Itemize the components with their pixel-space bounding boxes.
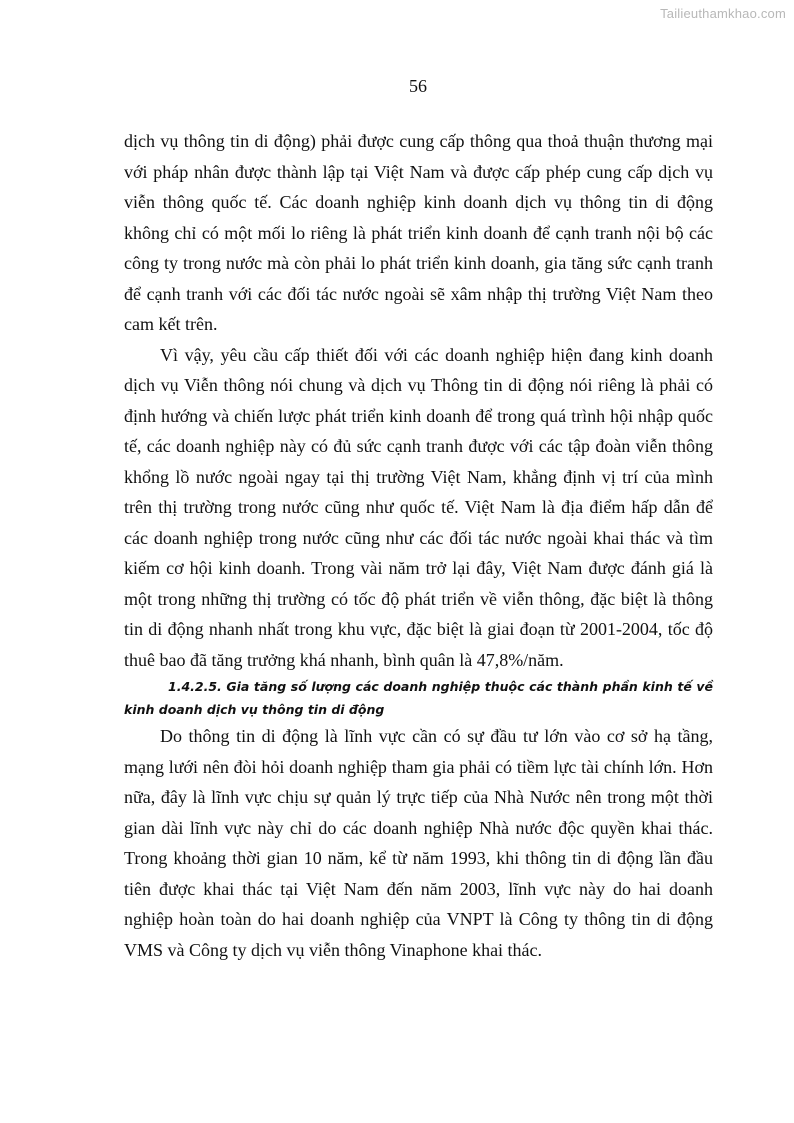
watermark: Tailieuthamkhao.com — [660, 6, 786, 21]
paragraph-2: Vì vậy, yêu cầu cấp thiết đối với các doanh nghiệp hiện đang kinh doanh dịch vụ Viễn thông nói chung và dịch vụ Thông tin di động nói riêng là phải có định hướng và chiến lược phát triển kinh doanh để trong quá trình hội nhập quốc tế, các doanh nghiệp này có đủ sức cạnh tranh được với các tập đoàn viễn thông khổng lồ nước ngoài ngay tại thị trường Việt Nam, khẳng định vị trí của mình trên thị trường trong nước cũng như quốc tế. Việt Nam là địa điểm hấp dẫn để các doanh nghiệp trong nước cũng như các đối tác nước ngoài khai thác và tìm kiếm cơ hội kinh doanh. Trong vài năm trở lại đây, Việt Nam được đánh giá là một trong những thị trường có tốc độ phát triển về viễn thông, đặc biệt là thông tin di động nhanh nhất trong khu vực, đặc biệt là giai đoạn từ 2001-2004, tốc độ thuê bao đã tăng trưởng khá nhanh, bình quân là 47,8%/năm. — [124, 344, 713, 670]
section-heading: 1.4.2.5. Gia tăng số lượng các doanh nghiệp thuộc các thành phần kinh tế về kinh doanh dịch vụ thông tin di động — [124, 679, 713, 717]
page-number: 56 — [409, 76, 427, 96]
document-body — [124, 126, 713, 965]
paragraph-3: Do thông tin di động là lĩnh vực cần có sự đầu tư lớn vào cơ sở hạ tầng, mạng lưới nên đòi hỏi doanh nghiệp tham gia phải có tiềm lực tài chính lớn. Hơn nữa, đây là lĩnh vực chịu sự quản lý trực tiếp của Nhà Nước nên trong một thời gian dài lĩnh vực này chỉ do các doanh nghiệp Nhà nước độc quyền khai thác. Trong khoảng thời gian 10 năm, kể từ năm 1993, khi thông tin di động lần đầu tiên được khai thác tại Việt Nam đến năm 2003, lĩnh vực này do hai doanh nghiệp hoàn toàn do hai doanh nghiệp của VNPT là Công ty thông tin di động VMS và Công ty dịch vụ viễn thông Vinaphone khai thác. — [124, 726, 713, 960]
paragraph-1: dịch vụ thông tin di động) phải được cung cấp thông qua thoả thuận thương mại với pháp nhân được thành lập tại Việt Nam và được cấp phép cung cấp dịch vụ viễn thông quốc tế. Các doanh nghiệp kinh doanh dịch vụ thông tin di động không chỉ có một mối lo riêng là phát triển kinh doanh để cạnh tranh nội bộ các công ty trong nước mà còn phải lo phát triển kinh doanh, gia tăng sức cạnh tranh để cạnh tranh với các đối tác nước ngoài sẽ xâm nhập thị trường Việt Nam theo cam kết trên. — [124, 131, 713, 334]
